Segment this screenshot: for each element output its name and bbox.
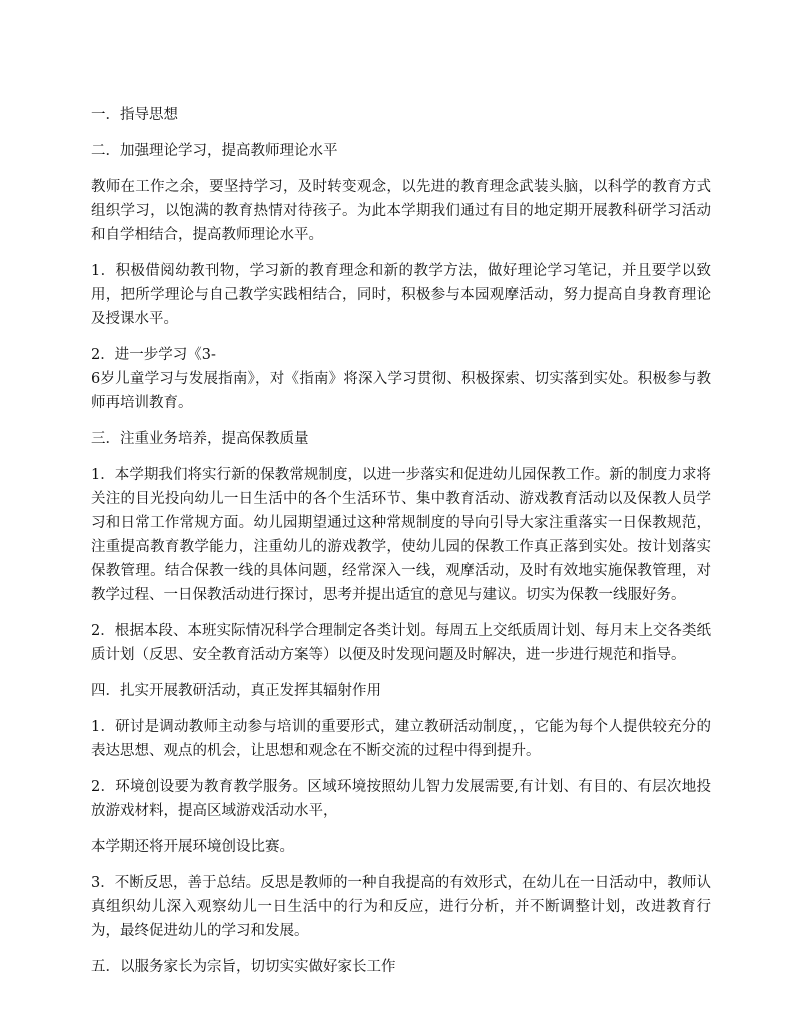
heading-1: 一．指导思想 <box>91 107 178 123</box>
heading-5: 五．以服务家长为宗旨，切切实实做好家长工作 <box>91 959 396 975</box>
paragraph: 本学期还将开展环境创设比赛。 <box>91 839 294 855</box>
paragraph: 2．根据本段、本班实际情况科学合理制定各类计划。每周五上交纸质周计划、每月末上交各类纸质计划（反思、安全教育活动方案等）以便及时发现问题及时解决，进一步进行规范和指导。 <box>91 623 711 663</box>
document-body <box>91 103 711 991</box>
heading-4: 四．扎实开展教研活动，真正发挥其辐射作用 <box>91 683 381 699</box>
paragraph: 1．积极借阅幼教刊物，学习新的教育理念和新的教学方法，做好理论学习笔记，并且要学以致用，把所学理论与自己教学实践相结合，同时，积极参与本园观摩活动，努力提高自身教育理论及授课水平。 <box>91 263 711 327</box>
paragraph: 2．环境创设要为教育教学服务。区域环境按照幼儿智力发展需要,有计划、有目的、有层次地投放游戏材料，提高区域游戏活动水平， <box>91 779 711 819</box>
paragraph: 2．进一步学习《3- <box>91 347 216 363</box>
paragraph: 1．研讨是调动教师主动参与培训的重要形式，建立教研活动制度，，它能为每个人提供较充分的表达思想、观点的机会，让思想和观念在不断交流的过程中得到提升。 <box>91 719 711 759</box>
paragraph: 1．本学期我们将实行新的保教常规制度，以进一步落实和促进幼儿园保教工作。新的制度力求将关注的目光投向幼儿一日生活中的各个生活环节、集中教育活动、游戏教育活动以及保教人员学习和日常工作常规方面。幼儿园期望通过这种常规制度的导向引导大家注重落实一日保教规范，注重提高教育教学能力，注重幼儿的游戏教学，使幼儿园的保教工作真正落到实处。按计划落实保教管理。结合保教一线的具体问题，经常深入一线，观摩活动，及时有效地实施保教管理，对教学过程、一日保教活动进行探讨，思考并提出适宜的意见与建议。切实为保教一线服好务。 <box>91 467 711 603</box>
heading-3: 三．注重业务培养，提高保教质量 <box>91 431 309 447</box>
paragraph: 6岁儿童学习与发展指南》，对《指南》将深入学习贯彻、积极探索、切实落到实处。积极参与教师再培训教育。 <box>91 371 711 411</box>
paragraph: 教师在工作之余，要坚持学习，及时转变观念，以先进的教育理念武装头脑，以科学的教育方式组织学习，以饱满的教育热情对待孩子。为此本学期我们通过有目的地定期开展教科研学习活动和自学相结合，提高教师理论水平。 <box>91 179 711 243</box>
heading-2: 二．加强理论学习，提高教师理论水平 <box>91 143 338 159</box>
paragraph: 3．不断反思，善于总结。反思是教师的一种自我提高的有效形式，在幼儿在一日活动中，教师认真组织幼儿深入观察幼儿一日生活中的行为和反应，进行分析，并不断调整计划，改进教育行为，最终促进幼儿的学习和发展。 <box>91 875 711 939</box>
